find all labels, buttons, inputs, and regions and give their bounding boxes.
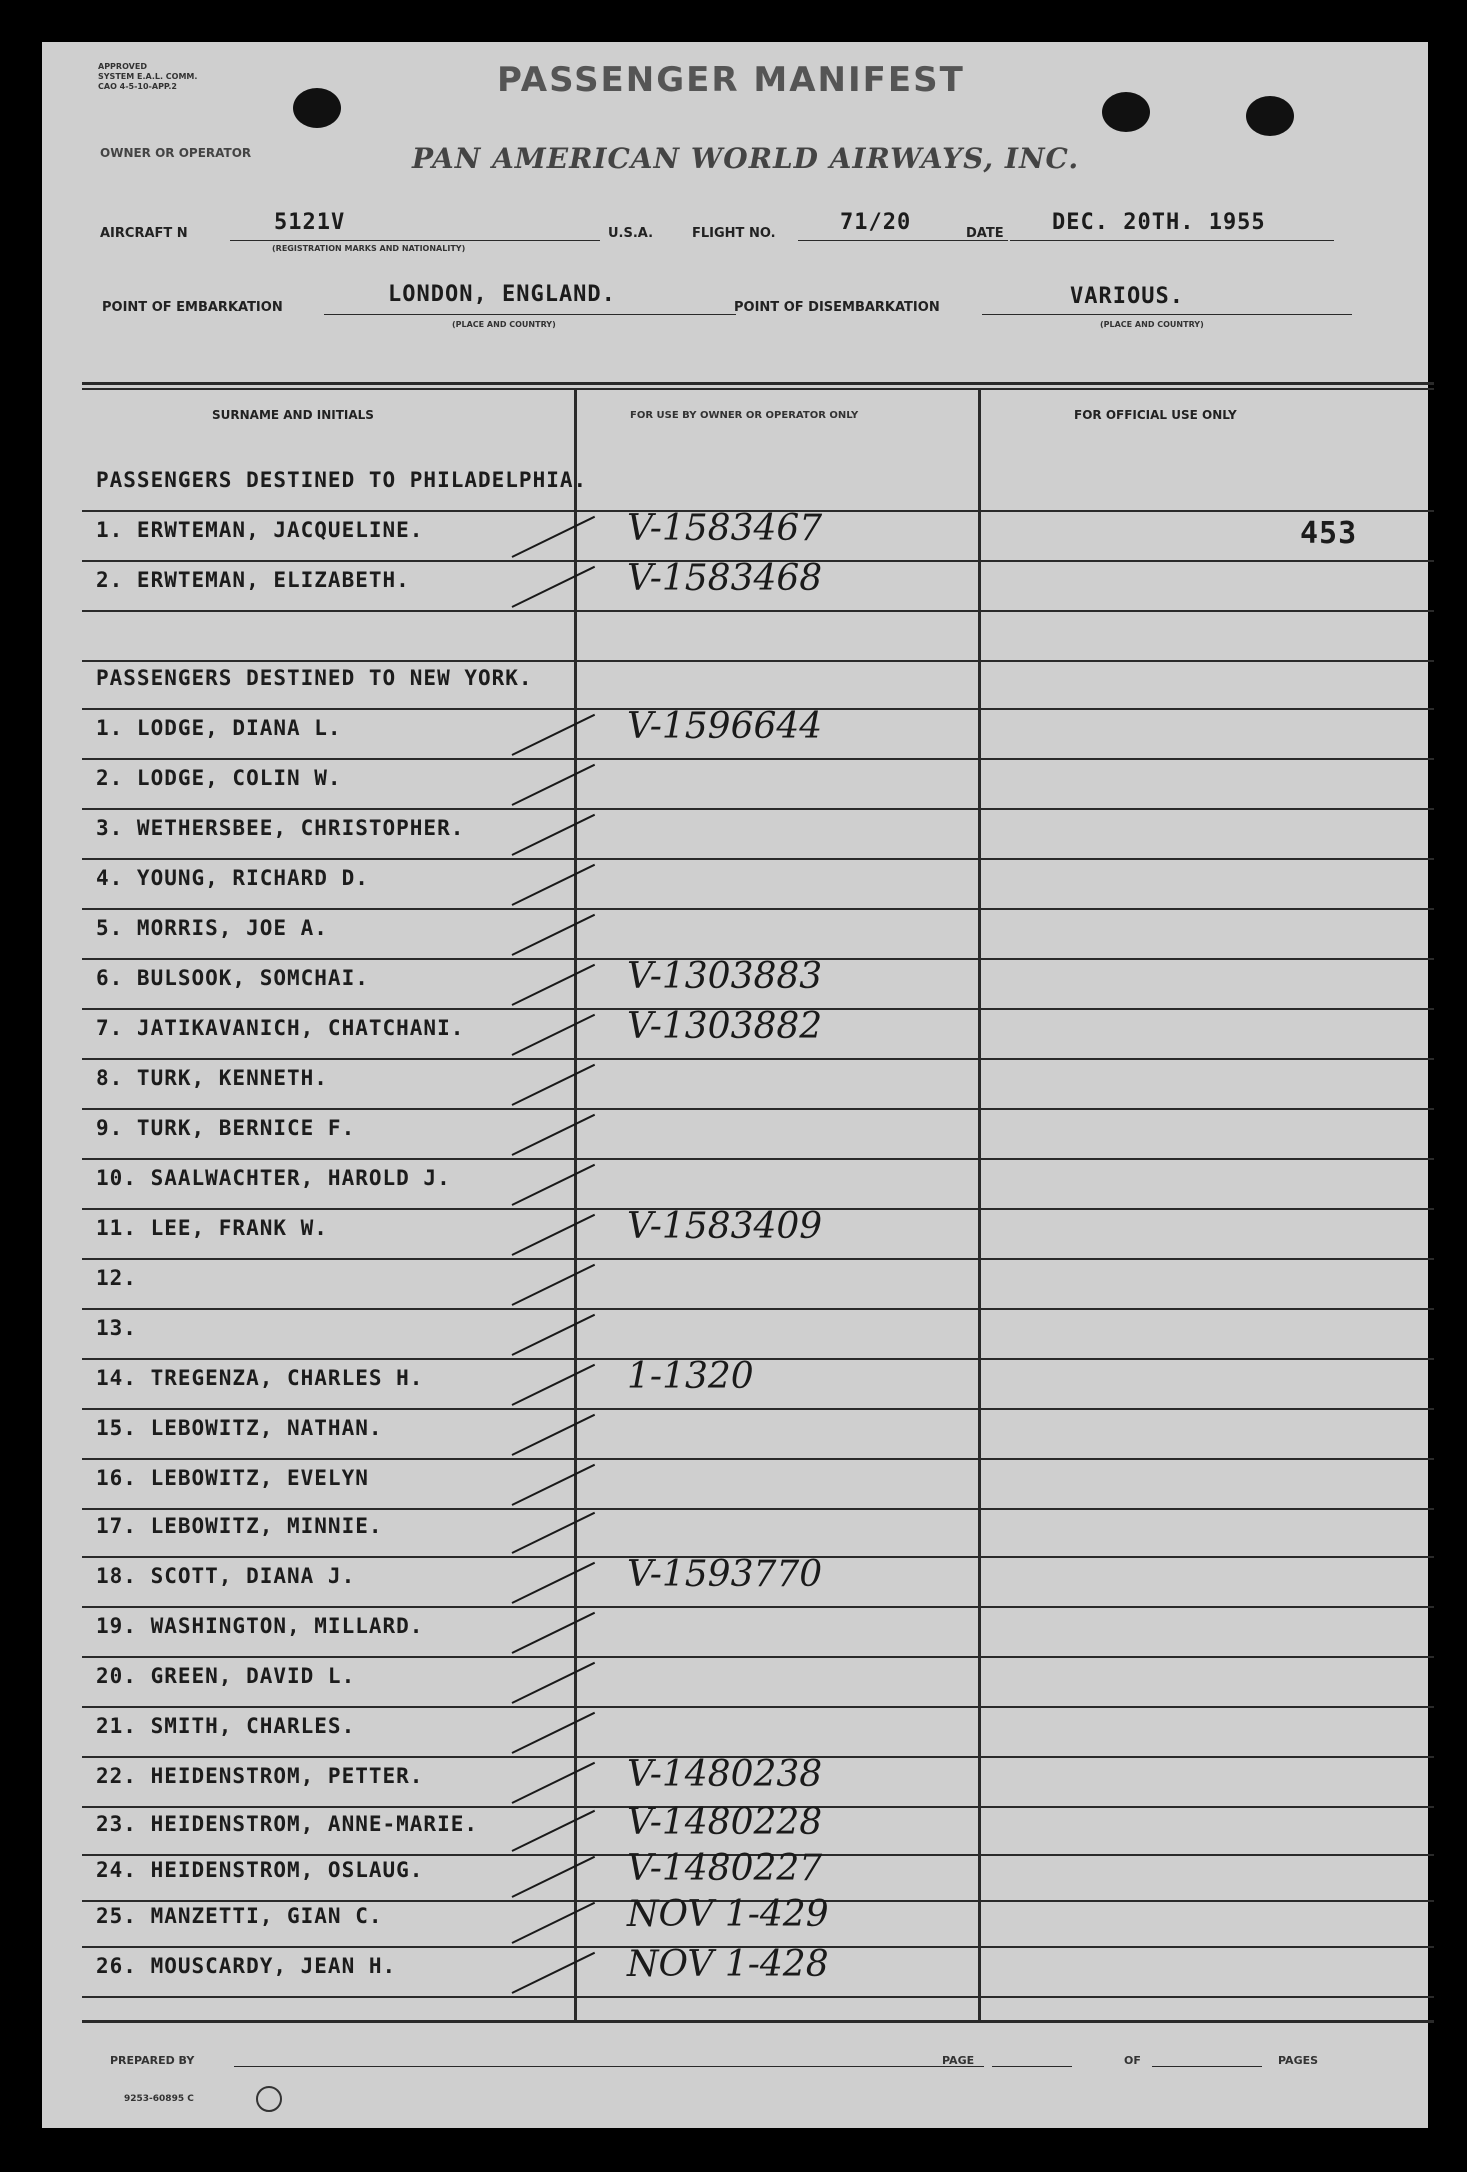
passenger-name: 5. MORRIS, JOE A. [96,916,328,940]
flight-label: FLIGHT NO. [692,226,776,241]
row-rule [82,1358,1434,1360]
check-mark [512,914,596,956]
flight-value: 71/20 [840,210,912,235]
check-mark [512,1414,596,1456]
passenger-name: 21. SMITH, CHARLES. [96,1714,356,1738]
visa-number: 1-1320 [627,1356,754,1397]
check-mark [512,1762,596,1804]
column-divider [978,388,981,2020]
row-rule [82,1108,1434,1110]
column-divider [574,388,577,2020]
visa-number: V-1583467 [627,508,823,549]
punch-hole [1102,92,1150,132]
aircraft-underline [230,240,600,241]
passenger-name: 4. YOUNG, RICHARD D. [96,866,369,890]
check-mark [512,1264,596,1306]
date-label: DATE [966,226,1004,241]
check-mark [512,1364,596,1406]
check-mark [512,1464,596,1506]
passenger-name: 2. ERWTEMAN, ELIZABETH. [96,568,410,592]
passenger-name: 1. LODGE, DIANA L. [96,716,342,740]
approval-line: APPROVED [98,62,147,71]
check-mark [512,1810,596,1852]
passenger-name: 22. HEIDENSTROM, PETTER. [96,1764,424,1788]
check-mark [512,1214,596,1256]
check-mark [512,1612,596,1654]
row-rule [82,660,1434,662]
passenger-name: 10. SAALWACHTER, HAROLD J. [96,1166,451,1190]
passenger-name: 2. LODGE, COLIN W. [96,766,342,790]
row-rule [82,758,1434,760]
section-heading: PASSENGERS DESTINED TO PHILADELPHIA. [96,468,588,492]
manifest-sheet [42,42,1428,2128]
row-rule [82,1606,1434,1608]
row-rule [82,1656,1434,1658]
check-mark [512,1712,596,1754]
passenger-name: 16. LEBOWITZ, EVELYN [96,1466,369,1490]
visa-number: V-1480238 [627,1754,823,1795]
operator-name: PAN AMERICAN WORLD AIRWAYS, INC. [412,142,1080,175]
place-caption: (PLACE AND COUNTRY) [452,320,556,329]
embark-label: POINT OF EMBARKATION [102,300,283,315]
aircraft-label: AIRCRAFT N [100,226,188,241]
visa-number: V-1480228 [627,1802,823,1843]
visa-number: V-1583409 [627,1206,823,1247]
place-caption: (PLACE AND COUNTRY) [1100,320,1204,329]
passenger-name: 14. TREGENZA, CHARLES H. [96,1366,424,1390]
pages-label: PAGES [1278,2054,1319,2067]
row-rule [82,1996,1434,1998]
check-mark [512,1512,596,1554]
passenger-name: 6. BULSOOK, SOMCHAI. [96,966,369,990]
of-underline [1152,2066,1262,2067]
check-mark [512,1662,596,1704]
passenger-name: 18. SCOTT, DIANA J. [96,1564,356,1588]
of-label: OF [1124,2054,1141,2067]
visa-number: NOV 1-428 [627,1944,829,1985]
embark-underline [324,314,736,315]
check-mark [512,1114,596,1156]
column-header-official: FOR OFFICIAL USE ONLY [1074,408,1237,422]
check-mark [512,1314,596,1356]
check-mark [512,1902,596,1944]
passenger-name: 11. LEE, FRANK W. [96,1216,328,1240]
check-mark [512,814,596,856]
visa-number: V-1303883 [627,956,823,997]
row-rule [82,808,1434,810]
row-rule [82,1058,1434,1060]
passenger-name: 17. LEBOWITZ, MINNIE. [96,1514,383,1538]
passenger-name: 23. HEIDENSTROM, ANNE-MARIE. [96,1812,479,1836]
passenger-name: 20. GREEN, DAVID L. [96,1664,356,1688]
check-mark [512,1952,596,1994]
row-rule [82,1458,1434,1460]
check-mark [512,566,596,608]
approval-line: SYSTEM E.A.L. COMM. [98,72,198,81]
passenger-name: 12. [96,1266,137,1290]
visa-number: V-1593770 [627,1554,823,1595]
table-bottom-rule [82,2020,1434,2023]
punch-hole [1246,96,1294,136]
table-top-rule [82,382,1434,385]
punch-hole [293,88,341,128]
passenger-name: 15. LEBOWITZ, NATHAN. [96,1416,383,1440]
passenger-name: 19. WASHINGTON, MILLARD. [96,1614,424,1638]
visa-number: V-1480227 [627,1848,823,1889]
form-number: 9253-60895 C [124,2094,194,2104]
date-underline [1010,240,1334,241]
column-header-owner: FOR USE BY OWNER OR OPERATOR ONLY [630,410,859,421]
passenger-name: 24. HEIDENSTROM, OSLAUG. [96,1858,424,1882]
page-underline [992,2066,1072,2067]
passenger-name: 3. WETHERSBEE, CHRISTOPHER. [96,816,465,840]
check-mark [512,1014,596,1056]
passenger-name: 1. ERWTEMAN, JACQUELINE. [96,518,424,542]
prepared-underline [234,2066,984,2067]
check-mark [512,864,596,906]
disembark-underline [982,314,1352,315]
passenger-name: 26. MOUSCARDY, JEAN H. [96,1954,397,1978]
visa-number: V-1596644 [627,706,823,747]
check-mark [512,1856,596,1898]
passenger-name: 9. TURK, BERNICE F. [96,1116,356,1140]
owner-label: OWNER OR OPERATOR [100,146,252,160]
section-heading: PASSENGERS DESTINED TO NEW YORK. [96,666,533,690]
passenger-name: 7. JATIKAVANICH, CHATCHANI. [96,1016,465,1040]
visa-number: V-1583468 [627,558,823,599]
table-top-rule [82,388,1434,390]
page-label: PAGE [942,2054,975,2067]
check-mark [512,764,596,806]
passenger-name: 13. [96,1316,137,1340]
passenger-name: 25. MANZETTI, GIAN C. [96,1904,383,1928]
passenger-name: 8. TURK, KENNETH. [96,1066,328,1090]
disembark-label: POINT OF DISEMBARKATION [734,300,940,315]
disembark-value: VARIOUS. [1070,284,1184,309]
page-title: PASSENGER MANIFEST [497,60,965,100]
approval-line: CAO 4-5-10-APP.2 [98,82,177,91]
check-mark [512,516,596,558]
visa-number: NOV 1-429 [627,1894,829,1935]
union-label-icon [256,2086,282,2112]
prepared-label: PREPARED BY [110,2054,195,2067]
embark-value: LONDON, ENGLAND. [388,282,616,307]
official-number: 453 [1300,516,1358,551]
row-rule [82,1258,1434,1260]
row-rule [82,1508,1434,1510]
row-rule [82,1308,1434,1310]
check-mark [512,1064,596,1106]
date-value: DEC. 20TH. 1955 [1052,210,1266,235]
row-rule [82,1158,1434,1160]
visa-number: V-1303882 [627,1006,823,1047]
check-mark [512,964,596,1006]
check-mark [512,1164,596,1206]
row-rule [82,1706,1434,1708]
nationality: U.S.A. [608,226,654,241]
check-mark [512,714,596,756]
registration-caption: (REGISTRATION MARKS AND NATIONALITY) [272,244,466,253]
row-rule [82,858,1434,860]
row-rule [82,908,1434,910]
row-rule [82,1408,1434,1410]
aircraft-value: 5121V [274,210,346,235]
check-mark [512,1562,596,1604]
row-rule [82,610,1434,612]
column-header-surname: SURNAME AND INITIALS [212,408,374,422]
